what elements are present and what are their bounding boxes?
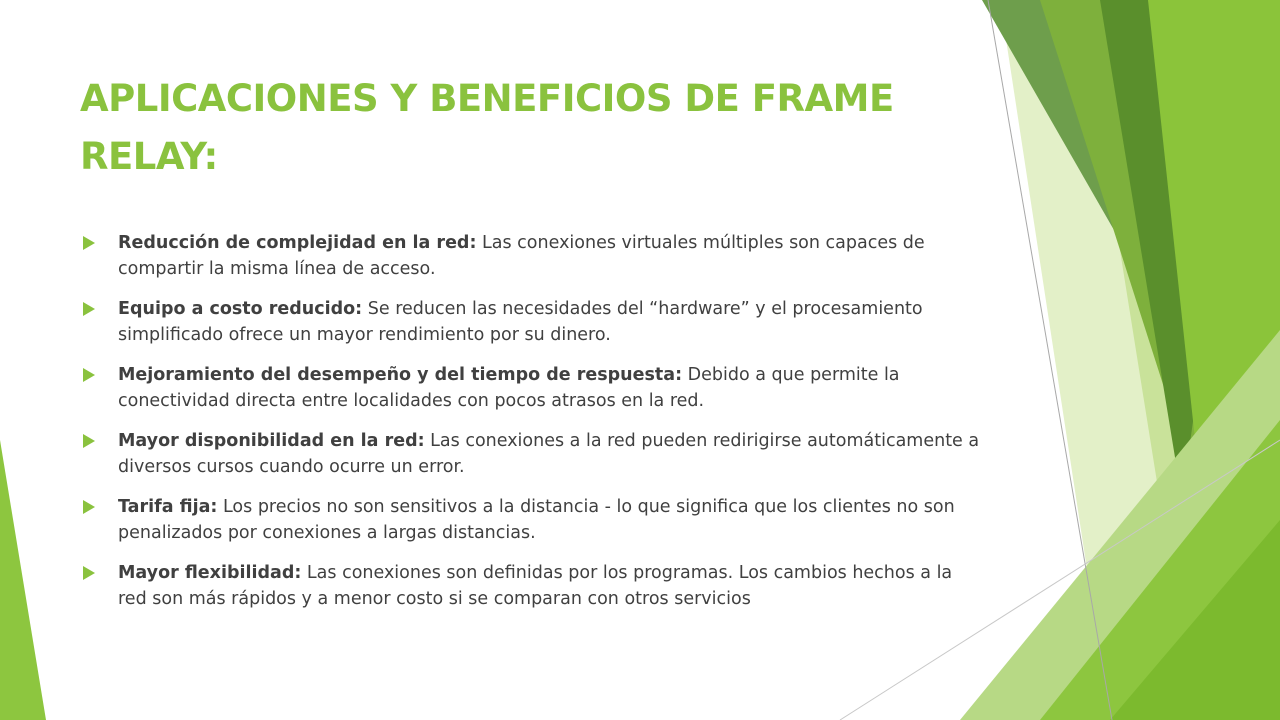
bullet-text: Se reducen las necesidades del “hardware” y el procesamiento simplificado ofrece un mayor rendimiento por su dinero. <box>118 299 923 345</box>
bullet-text: Las conexiones virtuales múltiples son capaces de compartir la misma línea de acceso. <box>118 233 925 279</box>
bullet-list <box>82 230 982 626</box>
bullet-term: Tarifa fija: <box>118 497 218 517</box>
triangle-right-icon <box>82 500 96 514</box>
bullet-term: Mayor flexibilidad: <box>118 563 302 583</box>
left-green-sliver <box>0 440 46 720</box>
triangle-right-icon <box>82 368 96 382</box>
bullet-item <box>82 362 982 414</box>
bullet-term: Mayor disponibilidad en la red: <box>118 431 425 451</box>
bullet-item <box>82 560 982 612</box>
bullet-item <box>82 230 982 282</box>
triangle-right-icon <box>82 236 96 250</box>
bullet-text: Los precios no son sensitivos a la distancia - lo que significa que los clientes no son penalizados por conexiones a largas distancias. <box>118 497 955 543</box>
bullet-term: Mejoramiento del desempeño y del tiempo de respuesta: <box>118 365 683 385</box>
triangle-right-icon <box>82 302 96 316</box>
bullet-term: Equipo a costo reducido: <box>118 299 363 319</box>
bullet-text: Las conexiones son definidas por los programas. Los cambios hechos a la red son más rápidos y a menor costo si se comparan con otros servicios <box>118 563 953 609</box>
bullet-text: Las conexiones a la red pueden redirigirse automáticamente a diversos cursos cuando ocurre un error. <box>118 431 980 477</box>
bullet-term: Reducción de complejidad en la red: <box>118 233 477 253</box>
bullet-item <box>82 296 982 348</box>
bullet-text: Debido a que permite la conectividad directa entre localidades con pocos atrasos en la red. <box>118 365 900 411</box>
bullet-item <box>82 494 982 546</box>
triangle-right-icon <box>82 566 96 580</box>
triangle-right-icon <box>82 434 96 448</box>
slide-title: APLICACIONES Y BENEFICIOS DE FRAME RELAY: <box>80 77 894 178</box>
bullet-item <box>82 428 982 480</box>
